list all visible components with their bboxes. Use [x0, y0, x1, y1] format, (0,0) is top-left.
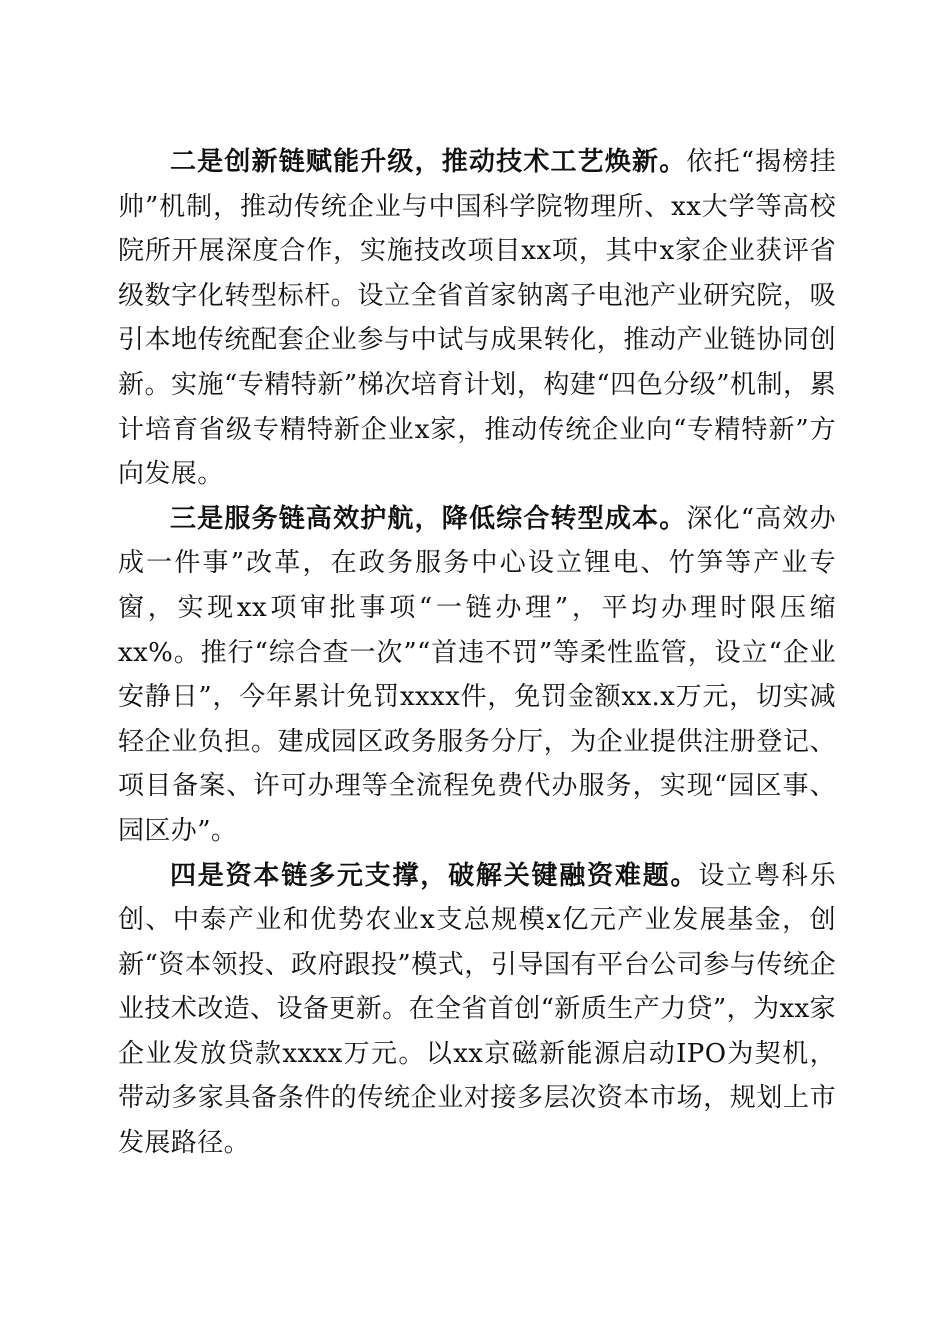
paragraph-innovation-chain	[118, 140, 836, 497]
paragraph-text: 依托“揭榜挂帅”机制，推动传统企业与中国科学院物理所、xx大学等高校院所开展深度合作，实施技改项目xx项，其中x家企业获评省级数字化转型标杆。设立全省首家钠离子电池产业研究院，吸引本地传统配套企业参与中试与成果转化，推动产业链协同创新。实施“专精特新”梯次培育计划，构建“四色分级”机制，累计培育省级专精特新企业x家，推动传统企业向“专精特新”方向发展。	[118, 147, 836, 490]
document-body	[118, 140, 836, 1166]
paragraph-lead: 二是创新链赋能升级，推动技术工艺焕新。	[170, 147, 687, 177]
paragraph-service-chain	[118, 497, 836, 854]
paragraph-lead: 四是资本链多元支撑，破解关键融资难题。	[170, 860, 699, 891]
paragraph-capital-chain	[118, 854, 836, 1166]
paragraph-lead: 三是服务链高效护航，降低综合转型成本。	[170, 503, 687, 534]
paragraph-text: 设立粤科乐创、中泰产业和优势农业x支总规模x亿元产业发展基金，创新“资本领投、政府跟投”模式，引导国有平台公司参与传统企业技术改造、设备更新。在全省首创“新质生产力贷”，为xx家企业发放贷款xxxx万元。以xx京磁新能源启动IPO为契机，带动多家具备条件的传统企业对接多层次资本市场，规划上市发展路径。	[118, 860, 836, 1159]
paragraph-text: 深化“高效办成一件事”改革，在政务服务中心设立锂电、竹笋等产业专窗，实现xx项审批事项“一链办理”，平均办理时限压缩xx%。推行“综合查一次”“首违不罚”等柔性监管，设立“企业安静日”，今年累计免罚xxxx件，免罚金额xx.x万元，切实减轻企业负担。建成园区政务服务分厅，为企业提供注册登记、项目备案、许可办理等全流程免费代办服务，实现“园区事、园区办”。	[118, 503, 836, 846]
